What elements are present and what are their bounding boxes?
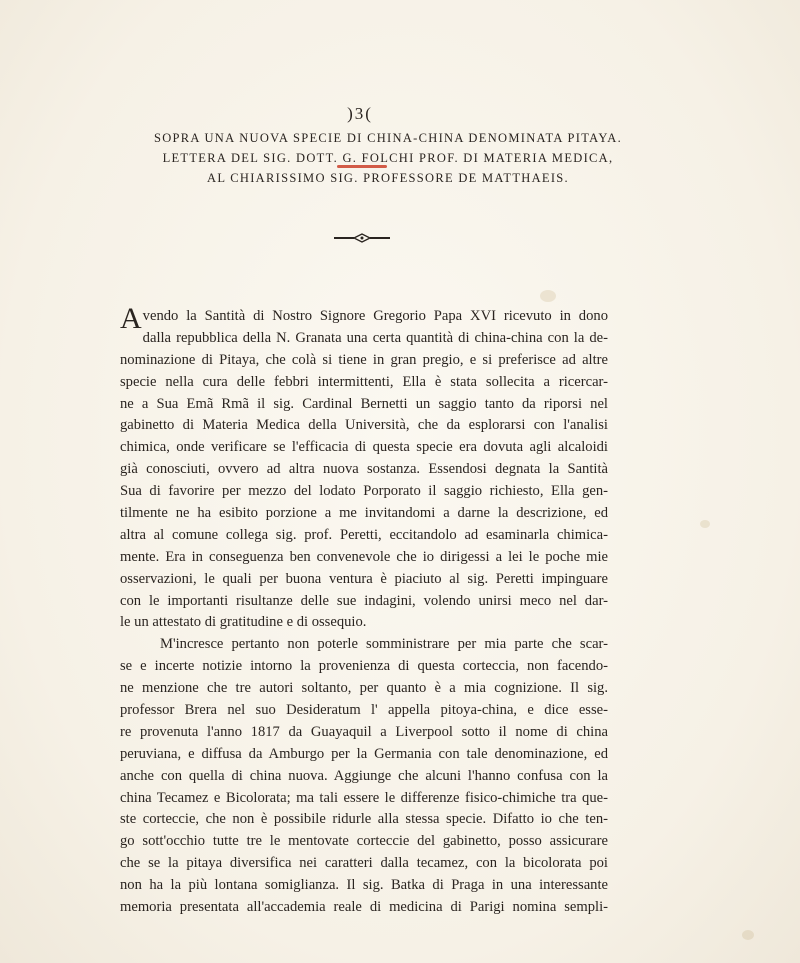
page-number: )3( <box>347 104 373 123</box>
text-line: anche con quella di china nuova. Aggiunge che alcuni l'hanno confusa con la <box>120 767 608 784</box>
text-line: mente. Era in conseguenza ben convenevole che io dirigessi a lei le poche mie <box>120 548 608 565</box>
text-line: osservazioni, le quali per buona ventura è piaciuto al sig. Peretti impinguare <box>120 570 608 587</box>
title-line: SOPRA UNA NUOVA SPECIE DI CHINA-CHINA DENOMINATA PITAYA. <box>153 131 623 145</box>
text-line: chimica, onde verificare se l'efficacia di questa specie era dovuta agli alcaloidi <box>120 439 608 456</box>
text-line: altra al comune collega sig. prof. Peretti, eccitandolo ad esaminarla chimica- <box>120 526 608 543</box>
text-line: le un attestato di gratitudine e di ossequio. <box>120 614 367 631</box>
text-line: dalla repubblica della N. Granata una certa quantità di china-china con la de- <box>142 329 608 346</box>
text-line: go sott'occhio tutte tre le mentovate corteccie del gabinetto, posso assicurare <box>120 833 608 850</box>
text-line: nominazione di Pitaya, che colà si tiene in gran pregio, e si preferisce ad altre <box>120 351 608 368</box>
red-underline-mark <box>337 165 387 168</box>
decorative-rule-icon <box>332 232 392 244</box>
text-line: Sua di favorire per mezzo del lodato Porporato il saggio richiesto, Ella gen- <box>120 483 608 500</box>
text-line: gabinetto di Materia Medica della Università, che da esplorarsi con l'analisi <box>120 417 608 434</box>
text-line: non ha la più lontana somiglianza. Il sig. Batka di Praga in una interessante <box>120 877 608 894</box>
text-line: re provenuta l'anno 1817 da Guayaquil a Liverpool sotto il nome di china <box>120 723 608 740</box>
body-text <box>120 302 608 919</box>
text-line: Avendo la Santità di Nostro Signore Gregorio Papa XVI ricevuto in dono <box>120 302 608 335</box>
text-line: se e incerte notizie intorno la provenienza di questa corteccia, non facendo- <box>120 658 608 675</box>
text-line: memoria presentata all'accademia reale di medicina di Parigi nomina sempli- <box>120 899 608 916</box>
paper-stain <box>742 930 754 940</box>
text-line: ste corteccie, che non è possibile ridurle alla stessa specie. Difatto io che ten- <box>120 811 608 828</box>
article-title <box>110 128 666 188</box>
text-line: con le importanti risultanze delle sue indagini, volendo unirsi meco nel dar- <box>120 592 608 609</box>
paper-stain <box>540 290 556 302</box>
text-line: ne menzione che tre autori soltanto, per quanto è a mia cognizione. Il sig. <box>120 680 608 697</box>
text-line: professor Brera nel suo Desideratum l' appella pitoya-china, e dice esse- <box>120 702 608 719</box>
title-line: AL CHIARISSIMO SIG. PROFESSORE DE MATTHAEIS. <box>207 171 569 185</box>
drop-cap: A <box>120 302 142 335</box>
text-line: ne a Sua Emã Rmã il sig. Cardinal Bernetti un saggio tanto da riporsi nel <box>120 395 608 412</box>
paper-stain <box>700 520 710 528</box>
title-line: LETTERA DEL SIG. DOTT. G. FOLCHI PROF. DI MATERIA MEDICA, <box>162 151 614 165</box>
text-line: tilmente ne ha esibito porzione a me invitandomi a darne la descrizione, ed <box>120 505 608 522</box>
text-line: peruviana, e diffusa da Amburgo per la Germania con tale denominazione, ed <box>120 745 608 762</box>
text-line: che se la pitaya diversifica nei caratteri dalla tecamez, con la bicolorata poi <box>120 855 608 872</box>
text-line: già conosciuti, ovvero ad altra nuova sostanza. Essendosi degnata la Santità <box>120 461 608 478</box>
text-line: china Tecamez e Bicolorata; ma tali essere le differenze fisico-chimiche tra que- <box>120 789 608 806</box>
text-line: M'incresce pertanto non poterle somministrare per mia parte che scar- <box>160 636 608 653</box>
text-line: specie nella cura delle febbri intermittenti, Ella è stata sollecita a ricercar- <box>120 373 608 390</box>
